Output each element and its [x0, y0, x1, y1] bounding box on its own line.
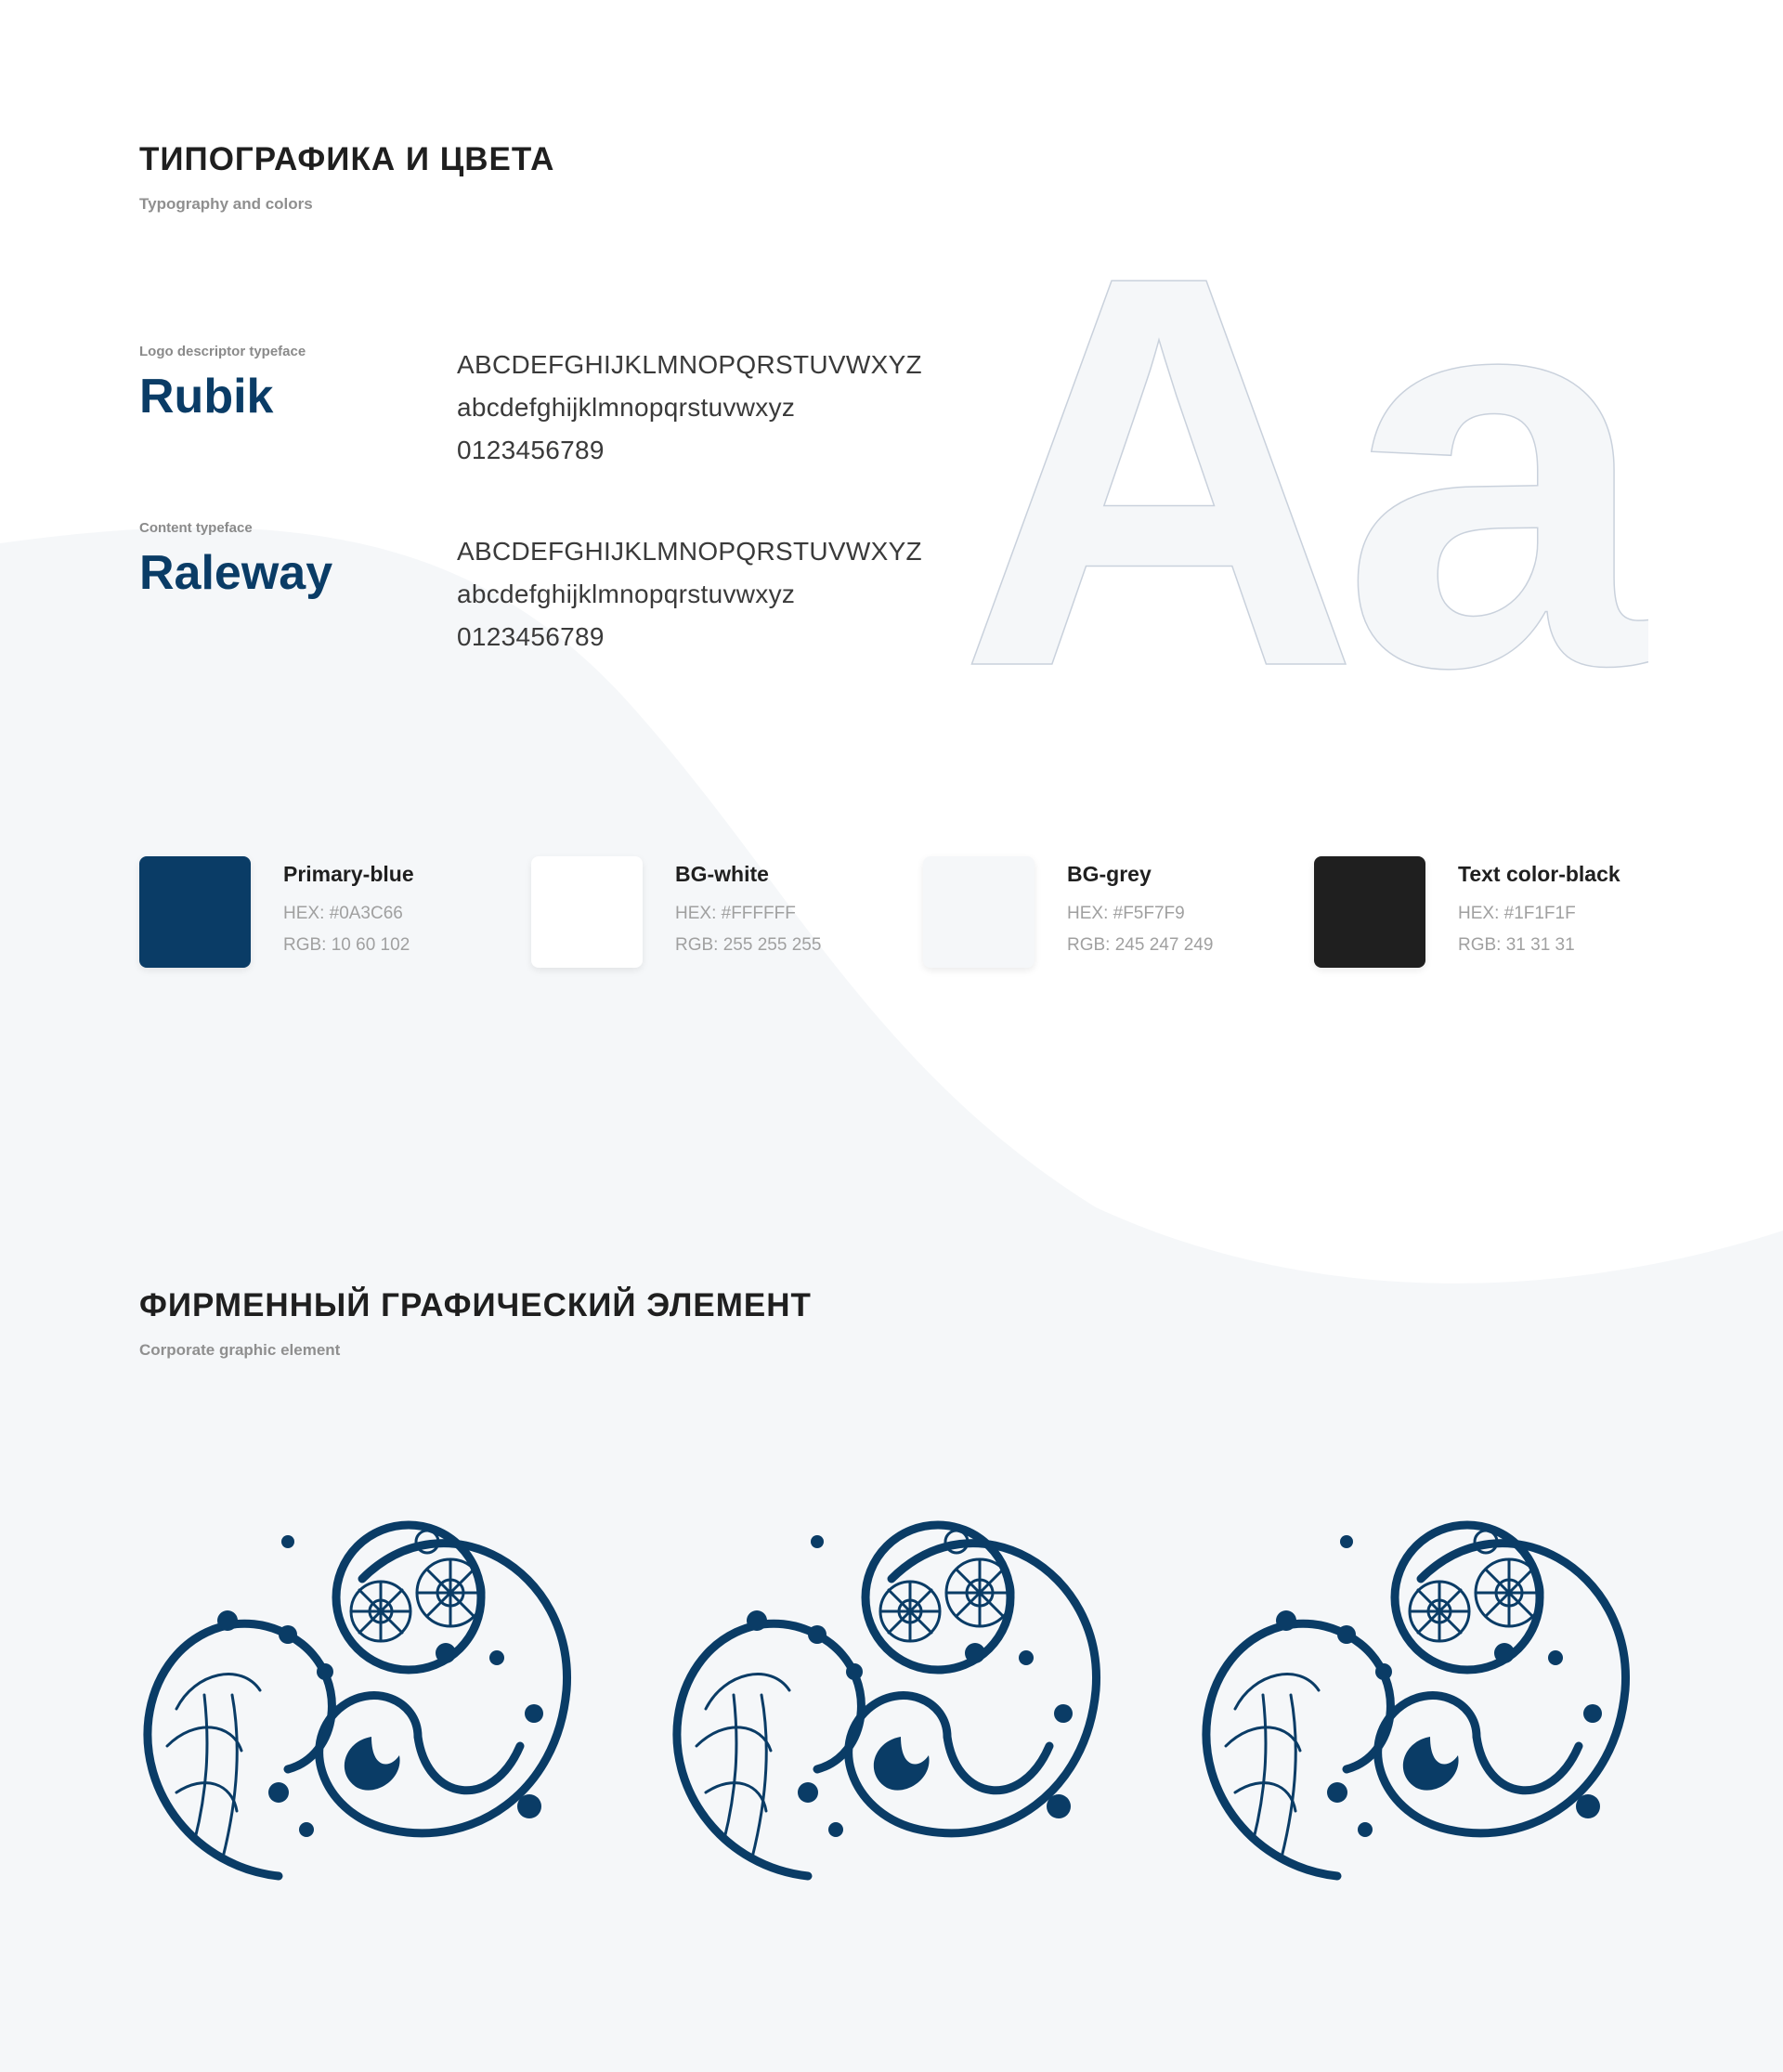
- typography-subtitle: Typography and colors: [139, 195, 313, 213]
- graphic-header: [139, 1287, 812, 1360]
- color-swatch: [531, 856, 643, 968]
- emblem-graphic: [139, 1505, 585, 1895]
- color-rgb: RGB: 31 31 31: [1458, 935, 1575, 955]
- color-swatch: [139, 856, 251, 968]
- typography-header: [139, 141, 554, 214]
- color-rgb: RGB: 245 247 249: [1067, 935, 1214, 955]
- color-swatch: [923, 856, 1035, 968]
- emblem-graphic: [1198, 1505, 1644, 1895]
- typeface-name: Rubik: [139, 370, 274, 424]
- emblem-variant-3: [1198, 1505, 1644, 1895]
- glyphs-lowercase: abcdefghijklmnopqrstuvwxyz: [457, 393, 796, 422]
- color-hex: HEX: #0A3C66: [283, 904, 403, 923]
- graphic-title: ФИРМЕННЫЙ ГРАФИЧЕСКИЙ ЭЛЕМЕНТ: [139, 1287, 812, 1323]
- color-hex: HEX: #FFFFFF: [675, 904, 796, 923]
- color-hex: HEX: #F5F7F9: [1067, 904, 1185, 923]
- aa-specimen-text: Aa: [957, 255, 1633, 673]
- color-swatch: [1314, 856, 1425, 968]
- color-hex: HEX: #1F1F1F: [1458, 904, 1576, 923]
- typeface-raleway-glyphs: [457, 530, 922, 658]
- typeface-rubik-glyphs: [457, 344, 922, 472]
- glyphs-uppercase: ABCDEFGHIJKLMNOPQRSTUVWXYZ: [457, 537, 922, 566]
- aa-specimen: [943, 255, 1648, 673]
- typography-title: ТИПОГРАФИКА И ЦВЕТА: [139, 141, 555, 177]
- glyphs-digits: 0123456789: [457, 622, 605, 651]
- color-rgb: RGB: 255 255 255: [675, 935, 822, 955]
- color-name: Text color-black: [1458, 862, 1620, 886]
- typeface-label: Logo descriptor typeface: [139, 344, 306, 359]
- glyphs-lowercase: abcdefghijklmnopqrstuvwxyz: [457, 580, 796, 608]
- typeface-label: Content typeface: [139, 520, 253, 536]
- glyphs-uppercase: ABCDEFGHIJKLMNOPQRSTUVWXYZ: [457, 350, 922, 379]
- typeface-rubik: [139, 344, 306, 424]
- emblem-variant-2: [669, 1505, 1114, 1895]
- typeface-name: Raleway: [139, 546, 333, 600]
- color-rgb: RGB: 10 60 102: [283, 935, 410, 955]
- glyphs-digits: 0123456789: [457, 436, 605, 464]
- graphic-subtitle: Corporate graphic element: [139, 1341, 341, 1359]
- color-name: BG-white: [675, 862, 769, 886]
- emblem-graphic: [669, 1505, 1114, 1895]
- color-name: Primary-blue: [283, 862, 414, 886]
- typeface-raleway: [139, 520, 332, 601]
- emblem-variant-1: [139, 1505, 585, 1895]
- color-name: BG-grey: [1067, 862, 1152, 886]
